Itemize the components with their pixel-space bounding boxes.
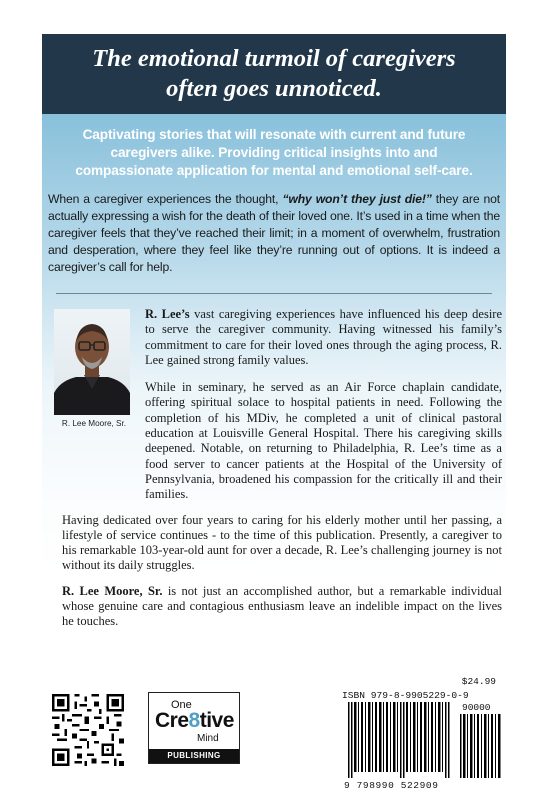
publisher-logo <box>148 692 240 764</box>
tagline-line-3: compassionate application for mental and emotional self-care. <box>75 163 473 178</box>
headline-line-2: often goes unnoticed. <box>166 75 382 102</box>
headline-line-1: The emotional turmoil of caregivers <box>92 45 456 72</box>
logo-mind: Mind <box>197 733 219 744</box>
bio-author-full-name: R. Lee Moore, Sr. <box>62 583 163 598</box>
tagline-line-1: Captivating stories that will resonate with current and future <box>82 127 466 142</box>
isbn-barcode <box>342 702 502 788</box>
section-divider <box>56 293 492 294</box>
author-photo-caption: R. Lee Moore, Sr. <box>61 419 127 428</box>
bio-author-name: R. Lee’s <box>145 307 190 321</box>
bio-paragraph-3: Having dedicated over four years to caring for his elderly mother until her passing, a lifestyle of service continues - to the time of this publication. Presently, a caregiver to his remarkable 103-year-old aunt for over a decade, R. Lee’s challenging journey is not without its daily struggles. <box>62 512 502 573</box>
isbn-label: ISBN 979-8-9905229-0-9 <box>342 690 469 701</box>
logo-creative: Cre8tive <box>155 709 234 732</box>
intro-text-after: they are not actually expressing a wish for the death of their loved one. It’s used in a time when the caregiver feels that they’ve reached their limit; in a moment of overwhelm, frustration and desperation, where they feel like they’re running out of options. It is indeed a caregiver’s call for help. <box>48 192 501 274</box>
tagline-line-2: caregivers alike. Providing critical insights into and <box>110 145 438 160</box>
logo-one: One <box>171 699 192 711</box>
back-cover <box>42 34 506 794</box>
bio-paragraph-1: R. Lee’s vast caregiving experiences have influenced his deep desire to serve the caregiver community. Having witnessed his family’s commitment to care for their loved ones through the aging process, R. Lee gained strong family values. <box>145 307 502 367</box>
intro-quote: “why won’t they just die!” <box>282 192 432 206</box>
logo-publishing: PUBLISHING <box>149 749 239 763</box>
bio-paragraph-2: While in seminary, he served as an Air Force chaplain candidate, offering spiritual solace to hospital patients in need. Following the completion of his MDiv, he completed a unit of clinical pastoral education at Louisville General Hospital. There his caregiving skills deepened. Notable, on returning to Philadelphia, R. Lee’s time as a food server to cancer patients at the Hospital of the University of Pennsylvania, broadened his compassion for the critically ill and their families. <box>145 380 502 502</box>
intro-paragraph <box>48 191 500 276</box>
headline-banner <box>42 34 506 114</box>
back-cover-footer <box>42 674 506 794</box>
intro-text-before: When a caregiver experiences the thought, <box>48 192 283 206</box>
barcode-addon-code: 90000 <box>462 702 491 713</box>
bio-paragraph-4: R. Lee Moore, Sr. is not just an accomplished author, but a remarkable individual whose genuine care and contagious enthusiasm leave an indelible impact on the lives he touches. <box>62 583 502 629</box>
qr-code-icon <box>52 694 124 766</box>
author-bio <box>62 307 502 640</box>
price-label: $24.99 <box>461 676 496 687</box>
ean-number: 9 798990 522909 <box>344 780 439 791</box>
tagline <box>50 126 498 180</box>
